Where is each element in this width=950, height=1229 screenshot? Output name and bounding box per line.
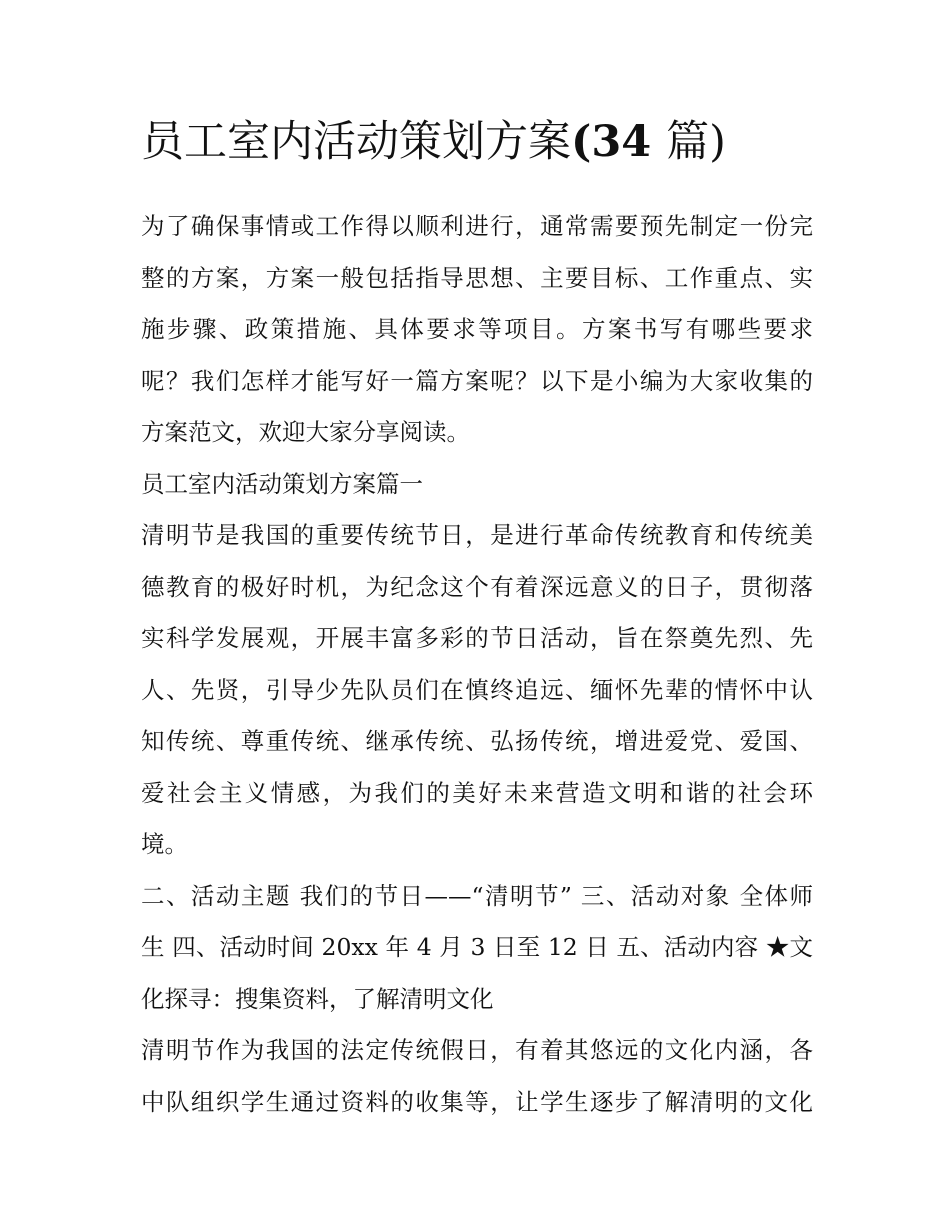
paragraph-line-7: 境。 [141,830,188,858]
title-suffix: 篇) [666,117,726,167]
activity-line-1: 二、活动主题 我们的节日——“清明节” 三、活动对象 全体师 [141,881,813,910]
closing-line-1: 清明节作为我国的法定传统假日，有着其悠远的文化内涵，各 [141,1036,813,1064]
intro-line-5: 方案范文，欢迎大家分享阅读。 [141,418,470,446]
paragraph-line-5: 知传统、尊重传统、继承传统、弘扬传统，增进爱党、爱国、 [141,727,813,755]
activity-line-2: 生 四、活动时间 20xx 年 4 月 3 日至 12 日 五、活动内容 ★文 [141,933,813,961]
section-heading: 员工室内活动策划方案篇一 [141,469,423,498]
intro-line-2: 整的方案，方案一般包括指导思想、主要目标、工作重点、实 [141,263,813,292]
paragraph-line-4: 人、先贤，引导少先队员们在慎终追远、缅怀先辈的情怀中认 [141,675,813,704]
paragraph-line-6: 爱社会主义情感，为我们的美好未来营造文明和谐的社会环 [141,778,813,807]
closing-line-2: 中队组织学生通过资料的收集等，让学生逐步了解清明的文化 [141,1087,813,1116]
title-main: 员工室内活动策划方案 [141,117,571,167]
paragraph-line-3: 实科学发展观，开展丰富多彩的节日活动，旨在祭奠先烈、先 [141,624,813,652]
activity-line-3: 化探寻：搜集资料，了解清明文化 [141,984,494,1013]
intro-line-4: 呢？我们怎样才能写好一篇方案呢？以下是小编为大家收集的 [141,366,813,395]
intro-line-1: 为了确保事情或工作得以顺利进行，通常需要预先制定一份完 [141,212,813,240]
intro-line-3: 施步骤、政策措施、具体要求等项目。方案书写有哪些要求 [141,315,813,343]
document-body [141,201,813,1128]
document-title [141,112,841,172]
title-count: (34 [571,117,667,167]
paragraph-line-1: 清明节是我国的重要传统节日，是进行革命传统教育和传统美 [141,521,813,549]
paragraph-line-2: 德教育的极好时机，为纪念这个有着深远意义的日子，贯彻落 [141,572,813,601]
